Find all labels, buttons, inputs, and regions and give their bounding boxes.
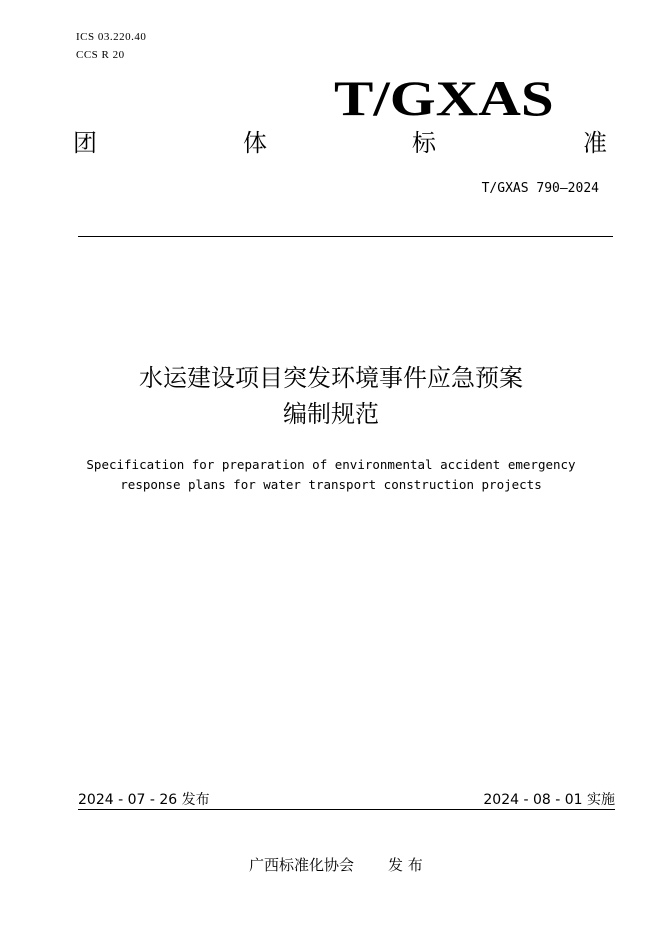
- standard-number: T/GXAS 790—2024: [481, 181, 599, 196]
- title-en-line-1: Specification for preparation of environmental accident emergency: [86, 457, 576, 472]
- title-zh-line-2: 编制规范: [283, 400, 379, 428]
- standard-logo: T/GXAS: [334, 70, 554, 126]
- category-char-3: 标: [412, 129, 436, 157]
- implementation-date: 2024 - 08 - 01 实施: [483, 792, 615, 808]
- ics-code: ICS 03.220.40: [76, 31, 147, 43]
- title-en-line-2: response plans for water transport construction projects: [120, 477, 542, 492]
- title-zh-line-1: 水运建设项目突发环境事件应急预案: [139, 364, 523, 392]
- issuer-name: 广西标准化协会: [249, 856, 355, 874]
- category-char-4: 准: [583, 129, 607, 157]
- footer-divider: [78, 809, 615, 810]
- publish-date: 2024 - 07 - 26 发布: [78, 792, 210, 808]
- ccs-code: CCS R 20: [76, 49, 125, 61]
- header-divider: [78, 236, 613, 237]
- issuer-action: 发 布: [388, 856, 423, 874]
- category-char-1: 团: [73, 129, 97, 157]
- category-char-2: 体: [243, 129, 267, 157]
